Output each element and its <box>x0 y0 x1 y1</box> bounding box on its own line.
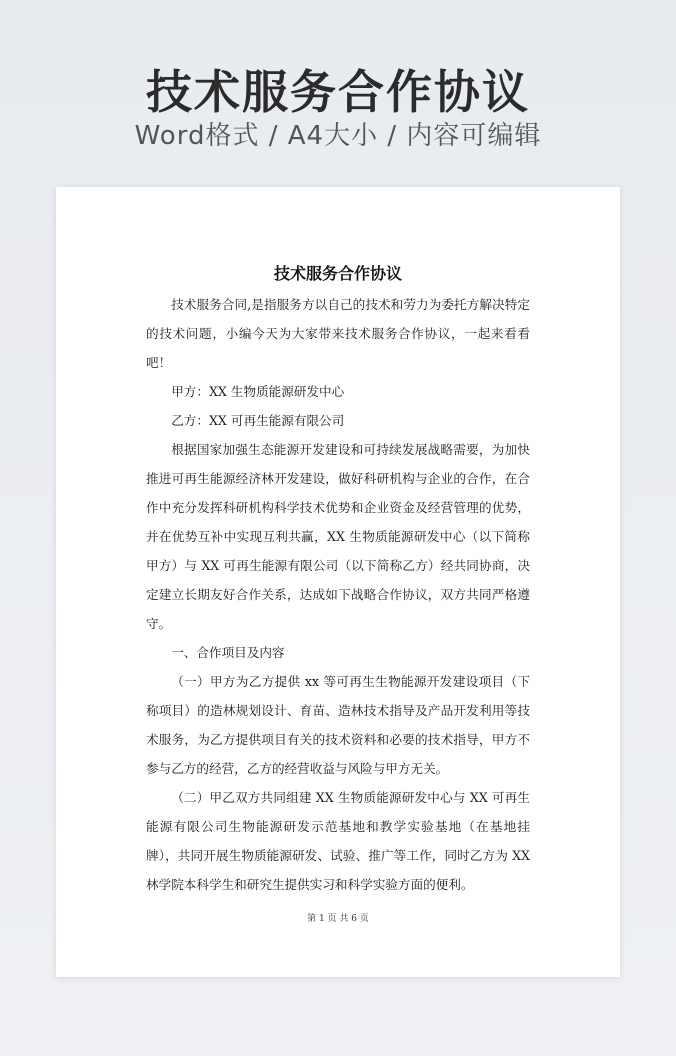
paragraph-party-a: 甲方：XX 生物质能源研发中心 <box>171 384 345 399</box>
paragraph-intro: 技术服务合同,是指服务方以自己的技术和劳力为委托方解决特定的技术问题，小编今天为大家带来技术服务合作协议，一起来看看吧！ <box>146 297 530 370</box>
paragraph-clause-1: （一）甲方为乙方提供 xx 等可再生生物能源开发建设项目（下称项目）的造林规划设计、育苗、造林技术指导及产品开发利用等技术服务，为乙方提供项目有关的技术资料和必要的技术指导，甲方不参与乙方的经营，乙方的经营收益与风险与甲方无关。 <box>146 674 530 776</box>
banner-title: 技术服务合作协议 <box>146 65 530 119</box>
document-title: 技术服务合作协议 <box>273 264 402 283</box>
banner-subtitle: Word格式 / A4大小 / 内容可编辑 <box>134 121 542 151</box>
paragraph-clause-2: （二）甲乙双方共同组建 XX 生物质能源研发中心与 XX 可再生能源有限公司生物能源研发示范基地和教学实验基地（在基地挂牌），共同开展生物质能源研发、试验、推广等工作，同时乙方为 XX 林学院本科学生和研究生提供实习和科学实验方面的便利。 <box>146 790 530 892</box>
paragraph-party-b: 乙方：XX 可再生能源有限公司 <box>171 413 345 428</box>
document-page <box>56 187 620 977</box>
page-number: 第 1 页 共 6 页 <box>307 914 369 924</box>
section-heading: 一、合作项目及内容 <box>171 645 285 660</box>
paragraph-preamble: 根据国家加强生态能源开发建设和可持续发展战略需要，为加快推进可再生能源经济林开发建设，做好科研机构与企业的合作，在合作中充分发挥科研机构科学技术优势和企业资金及经营管理的优势，并在优势互补中实现互利共赢，XX 生物质能源研发中心（以下简称甲方）与 XX 可再生能源有限公司（以下简称乙方）经共同协商，决定建立长期友好合作关系，达成如下战略合作协议，双方共同严格遵守。 <box>146 442 530 631</box>
document-body <box>146 290 530 899</box>
banner <box>0 0 676 186</box>
